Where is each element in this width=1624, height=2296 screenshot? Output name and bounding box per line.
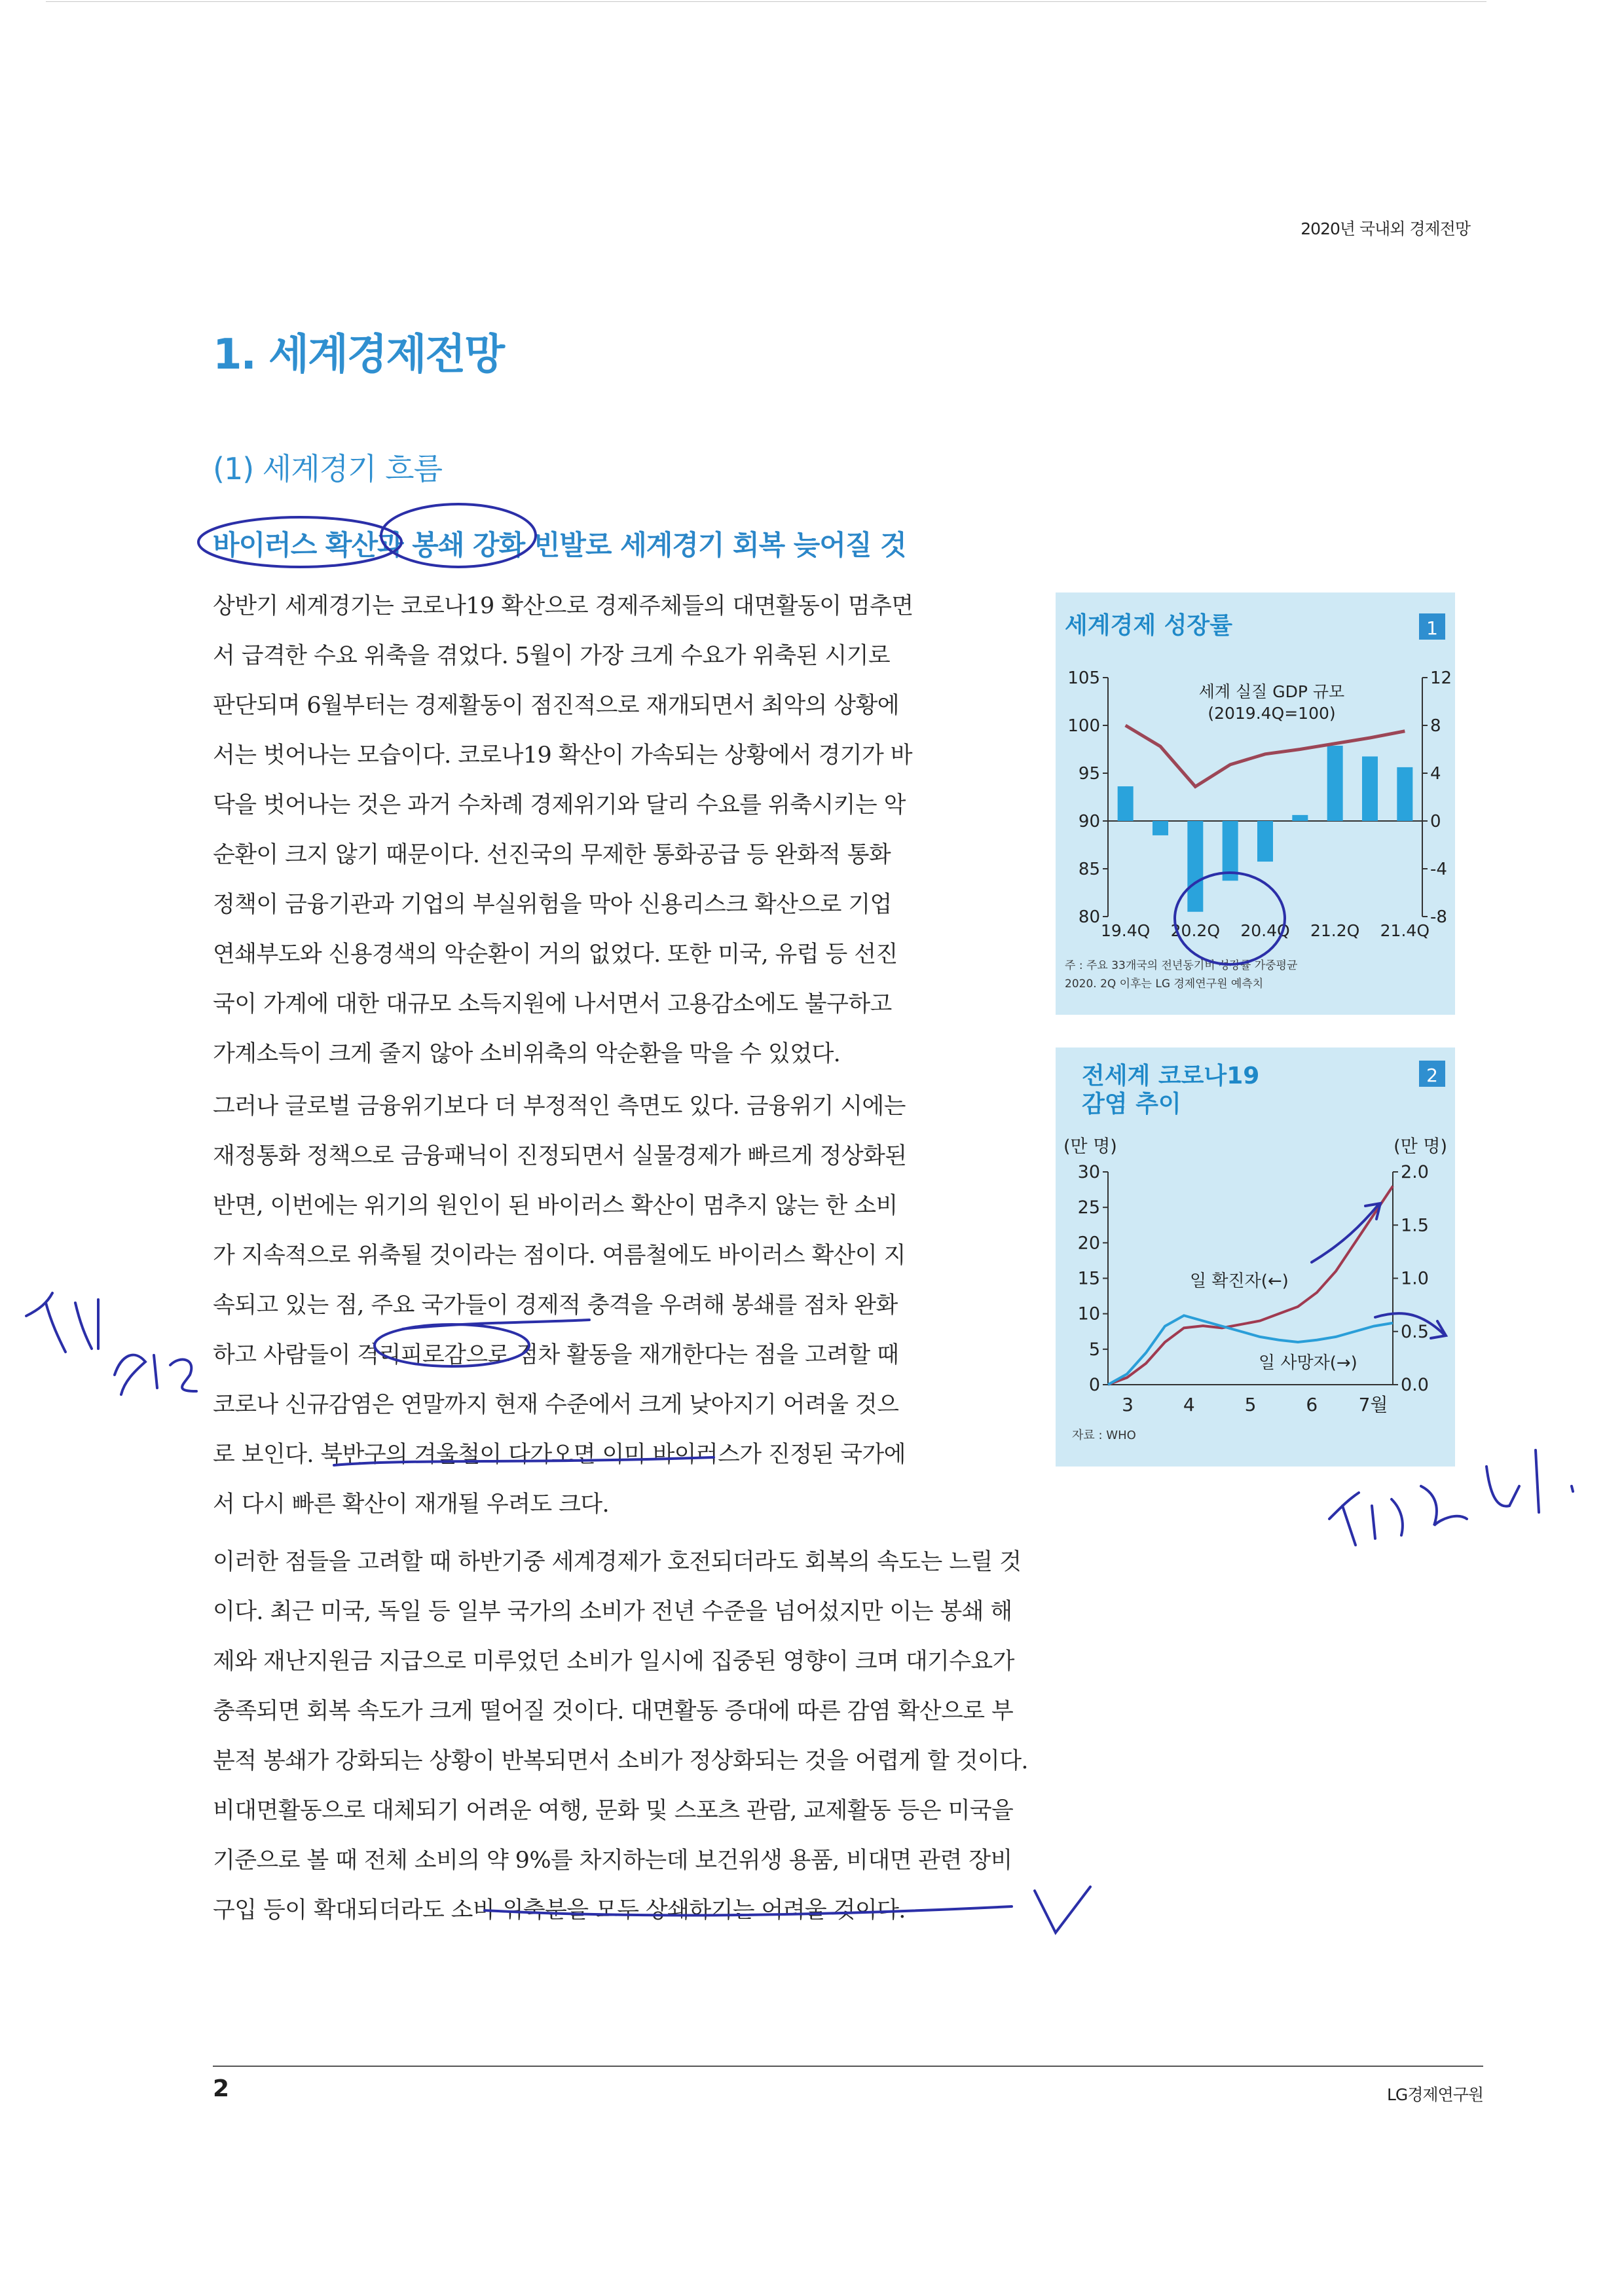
y-tick-label-left: 0 xyxy=(1088,1375,1100,1395)
y-unit-right: (만 명) xyxy=(1393,1137,1447,1157)
chart-note: 2020. 2Q 이후는 LG 경제연구원 예측치 xyxy=(1065,977,1264,991)
x-tick-label: 4 xyxy=(1183,1394,1195,1415)
text-line: 연쇄부도와 신용경색의 악순환이 거의 없었다. 또한 미국, 유럽 등 선진 xyxy=(213,941,898,968)
page-number: 2 xyxy=(213,2075,230,2102)
x-tick-label: 21.2Q xyxy=(1310,921,1360,940)
y-tick-label-left: 100 xyxy=(1067,716,1100,736)
growth-bar xyxy=(1292,815,1308,821)
text-line: 순환이 크지 않기 때문이다. 선진국의 무제한 통화공급 등 완화적 통화 xyxy=(213,842,891,868)
y-tick-label-left: 95 xyxy=(1078,764,1100,784)
text-line: 재정통화 정책으로 금융패닉이 진정되면서 실물경제가 빠르게 정상화된 xyxy=(213,1143,907,1169)
y-tick-label-right: 0 xyxy=(1430,812,1441,831)
text-line: 로 보인다. 북반구의 겨울철이 다가오면 이미 바이러스가 진정된 국가에 xyxy=(213,1442,906,1468)
text-line: 가 지속적으로 위축될 것이라는 점이다. 여름철에도 바이러스 확산이 지 xyxy=(213,1243,906,1269)
growth-bar xyxy=(1257,821,1273,862)
text-line: 판단되며 6월부터는 경제활동이 점진적으로 재개되면서 최악의 상황에 xyxy=(213,693,899,719)
y-tick-label-right: 12 xyxy=(1430,668,1452,688)
text-line: 기준으로 볼 때 전체 소비의 약 9%를 차지하는데 보건위생 용품, 비대면 관련 장비 xyxy=(213,1848,1012,1874)
growth-bar xyxy=(1118,786,1134,821)
text-line: 비대면활동으로 대체되기 어려운 여행, 문화 및 스포츠 관람, 교제활동 등은 미국을 xyxy=(213,1798,1014,1824)
y-unit-left: (만 명) xyxy=(1063,1137,1117,1157)
line-label-base: (2019.4Q=100) xyxy=(1208,704,1336,723)
running-header: 2020년 국내외 경제전망 xyxy=(1301,219,1470,238)
text-line: 반면, 이번에는 위기의 원인이 된 바이러스 확산이 멈추지 않는 한 소비 xyxy=(213,1193,898,1219)
text-line: 이러한 점들을 고려할 때 하반기중 세계경제가 호전되더라도 회복의 속도는 느릴 것 xyxy=(213,1549,1022,1575)
growth-bar xyxy=(1362,756,1378,821)
growth-bar xyxy=(1187,821,1203,912)
y-tick-label-right: 1.0 xyxy=(1401,1268,1429,1289)
chart-note: 주 : 주요 33개국의 전년동기비 성장률 가중평균 xyxy=(1065,959,1298,972)
text-line: 코로나 신규감염은 연말까지 현재 수준에서 크게 낮아지기 어려울 것으 xyxy=(213,1392,899,1418)
x-tick-label: 3 xyxy=(1122,1394,1134,1415)
chart-2-box xyxy=(1056,1048,1455,1467)
growth-bar xyxy=(1223,821,1238,881)
x-tick-label: 20.4Q xyxy=(1240,921,1290,940)
series-label-cases: 일 확진자(←) xyxy=(1190,1271,1289,1291)
x-tick-label: 20.2Q xyxy=(1170,921,1221,940)
text-line: 서 급격한 수요 위축을 겪었다. 5월이 가장 크게 수요가 위축된 시기로 xyxy=(213,643,891,669)
text-line: 가계소득이 크게 줄지 않아 소비위축의 악순환을 막을 수 있었다. xyxy=(213,1041,841,1067)
y-tick-label-right: -4 xyxy=(1430,860,1447,879)
y-tick-label-left: 80 xyxy=(1078,907,1100,927)
chart-2-covid-cases xyxy=(1056,1048,1455,1467)
y-tick-label-left: 20 xyxy=(1077,1233,1100,1254)
y-tick-label-right: 8 xyxy=(1430,716,1441,736)
text-line: 제와 재난지원금 지급으로 미루었던 소비가 일시에 집중된 영향이 크며 대기수요가 xyxy=(213,1649,1014,1675)
text-line: 분적 봉쇄가 강화되는 상황이 반복되면서 소비가 정상화되는 것을 어렵게 할 것이다. xyxy=(213,1748,1028,1774)
subsection-title: (1) 세계경기 흐름 xyxy=(213,451,443,486)
paragraph-3 xyxy=(213,1537,1028,1935)
text-line: 충족되면 회복 속도가 크게 떨어질 것이다. 대면활동 증대에 따른 감염 확산으로 부 xyxy=(213,1698,1014,1724)
y-tick-label-left: 15 xyxy=(1077,1268,1100,1289)
y-tick-label-right: 2.0 xyxy=(1401,1162,1429,1182)
y-tick-label-right: 1.5 xyxy=(1401,1215,1429,1236)
text-line: 이다. 최근 미국, 독일 등 일부 국가의 소비가 전년 수준을 넘어섰지만 이는 봉쇄 해 xyxy=(213,1599,1012,1625)
y-tick-label-right: 0.5 xyxy=(1401,1321,1429,1342)
text-line: 닥을 벗어나는 것은 과거 수차례 경제위기와 달리 수요를 위축시키는 악 xyxy=(213,792,906,818)
pen-checkmark xyxy=(1035,1887,1090,1933)
x-tick-label: 5 xyxy=(1244,1394,1257,1415)
y-tick-label-right: 4 xyxy=(1430,764,1441,784)
y-tick-label-left: 105 xyxy=(1067,668,1100,688)
y-tick-label-left: 30 xyxy=(1077,1162,1100,1182)
text-line: 정책이 금융기관과 기업의 부실위험을 막아 신용리스크 확산으로 기업 xyxy=(213,892,892,918)
footer-rule xyxy=(213,2066,1483,2067)
series-label-deaths: 일 사망자(→) xyxy=(1259,1353,1357,1373)
y-tick-label-left: 5 xyxy=(1088,1339,1100,1360)
growth-bar xyxy=(1153,821,1168,835)
top-rule xyxy=(46,1,1486,2)
text-line: 그러나 글로벌 금융위기보다 더 부정적인 측면도 있다. 금융위기 시에는 xyxy=(213,1093,906,1120)
footer-org: LG경제연구원 xyxy=(1386,2085,1483,2104)
y-tick-label-left: 25 xyxy=(1077,1197,1100,1218)
growth-bar xyxy=(1327,746,1343,821)
y-tick-label-right: -8 xyxy=(1430,907,1447,927)
chart-1-box xyxy=(1056,592,1455,1015)
chart-title: 전세계 코로나19 xyxy=(1082,1063,1260,1089)
daily-deaths-line xyxy=(1108,1315,1393,1385)
growth-bar xyxy=(1397,767,1412,821)
line-label: 세계 실질 GDP 규모 xyxy=(1198,682,1345,701)
text-line: 상반기 세계경기는 코로나19 확산으로 경제주체들의 대면활동이 멈추면 xyxy=(213,593,913,619)
x-tick-label: 7월 xyxy=(1358,1394,1388,1415)
chart-number: 2 xyxy=(1426,1065,1438,1086)
text-line: 국이 가계에 대한 대규모 소득지원에 나서면서 고용감소에도 불구하고 xyxy=(213,991,892,1017)
y-tick-label-left: 85 xyxy=(1078,860,1100,879)
text-line: 하고 사람들이 격리피로감으로 점차 활동을 재개한다는 점을 고려할 때 xyxy=(213,1342,899,1368)
text-line: 서는 벗어나는 모습이다. 코로나19 확산이 가속되는 상황에서 경기가 바 xyxy=(213,742,912,769)
chart-title: 세계경제 성장률 xyxy=(1065,612,1232,639)
headline: 바이러스 확산과 봉쇄 강화 빈발로 세계경기 회복 늦어질 것 xyxy=(213,529,906,561)
x-tick-label: 19.4Q xyxy=(1100,921,1151,940)
x-tick-label: 6 xyxy=(1306,1394,1318,1415)
pen-note-left-2 xyxy=(115,1355,196,1394)
text-line: 서 다시 빠른 확산이 재개될 우려도 크다. xyxy=(213,1491,610,1518)
chart-title-line-2: 감염 추이 xyxy=(1082,1091,1181,1118)
text-line: 속되고 있는 점, 주요 국가들이 경제적 충격을 우려해 봉쇄를 점차 완화 xyxy=(213,1292,898,1319)
y-tick-label-right: 0.0 xyxy=(1401,1375,1429,1395)
y-tick-label-left: 10 xyxy=(1077,1303,1100,1324)
paragraph-2 xyxy=(213,1082,906,1529)
chart-number: 1 xyxy=(1426,617,1438,639)
text-line: 구입 등이 확대되더라도 소비 위축분을 모두 상쇄하기는 어려울 것이다. xyxy=(213,1897,906,1923)
y-tick-label-left: 90 xyxy=(1078,812,1100,831)
pen-note-left-1 xyxy=(26,1293,98,1352)
paragraph-1 xyxy=(213,581,913,1079)
section-title: 1. 세계경제전망 xyxy=(213,331,504,379)
x-tick-label: 21.4Q xyxy=(1380,921,1430,940)
chart-source: 자료 : WHO xyxy=(1072,1429,1136,1442)
chart-1-gdp-growth xyxy=(1056,592,1455,1015)
